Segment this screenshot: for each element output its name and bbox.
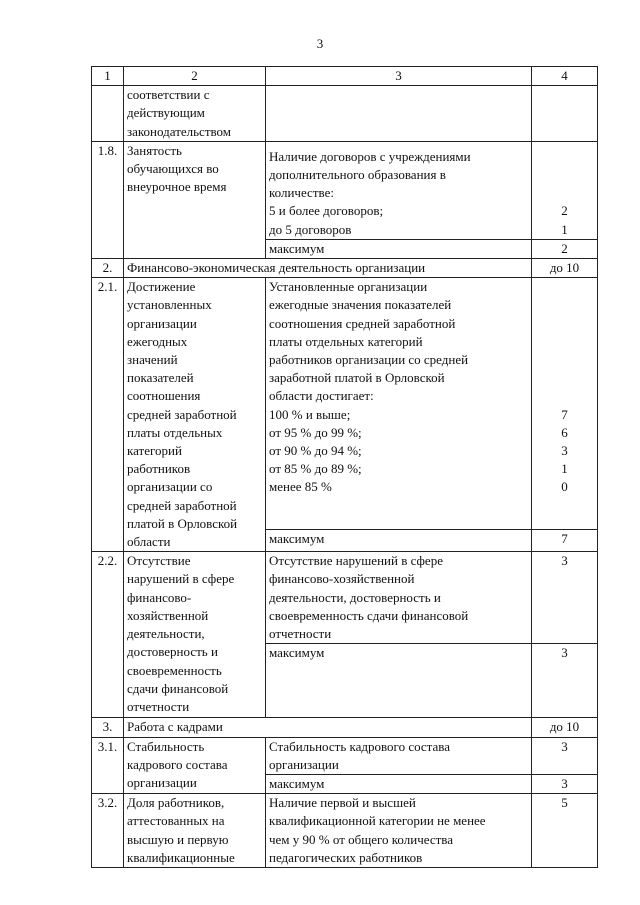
score-cell [532,278,598,530]
section-number-cell: 3. [92,718,124,737]
cell-line: финансово- [127,589,192,605]
row-number-cell: 2.1. [92,278,124,552]
section-score-cell: до 10 [532,718,598,737]
score-cell: 3 [532,737,598,774]
cell-line: своевременность сдачи финансовой [269,607,469,623]
score-value: 0 [561,479,568,495]
cell-line: до 5 договоров [269,221,352,237]
cell-line: работников организации со средней [269,352,469,368]
score-cell: 5 [532,794,598,868]
cell-line: квалификационной категории не менее [269,813,486,829]
header-cell: 4 [532,67,598,86]
cell-line: дополнительного образования в [269,167,446,183]
criterion-cell [124,278,266,552]
header-cell: 3 [266,67,532,86]
cell-line: сдачи финансовой [127,680,229,696]
cell-line: нарушений в сфере [127,571,235,587]
cell-line: от 90 % до 94 %; [269,443,362,459]
cell-line: действующим [127,105,205,121]
max-value-cell: 3 [532,774,598,793]
cell-line: Стабильность кадрового состава [269,738,451,754]
page-number: 3 [316,36,324,51]
max-value-cell: 3 [532,644,598,718]
cell-line: Наличие первой и высшей [269,795,416,811]
cell-line: Доля работников, [127,795,225,811]
cell-line: платы отдельных [127,424,223,440]
cell-line: высшую и первую [127,831,229,847]
cell-line: отчетности [127,698,190,714]
cell-line: деятельности, [127,626,205,642]
cell-line: категорий [127,443,182,459]
row-number-cell: 1.8. [92,141,124,258]
cell-line: педагогических работников [269,849,423,865]
score-value: 3 [561,442,568,458]
cell-line: платой в Орловской [127,515,238,531]
cell-line: количестве: [269,185,334,201]
row-number-cell: 2.2. [92,552,124,718]
cell-line: ежегодные значения показателей [269,297,452,313]
cell-line: средней заработной [127,406,237,422]
score-cell [532,141,598,239]
cell-line: квалификационные [127,849,235,865]
cell-line: внеурочное время [127,179,227,195]
cell-line: соответствии с [127,87,210,103]
row-number-cell [92,86,124,142]
table-row-continuation [92,86,598,142]
cell-line: хозяйственной [127,607,209,623]
cell-line: Занятость [127,142,182,158]
cell-line: кадрового состава [127,756,228,772]
cell-line: заработной платой в Орловской [269,370,445,386]
cell-line: чем у 90 % от общего количества [269,831,454,847]
cell-line: 100 % и выше; [269,406,351,422]
score-value: 1 [561,461,568,477]
header-cell: 2 [124,67,266,86]
cell-line: от 95 % до 99 %; [269,424,362,440]
indicator-cell [266,794,532,868]
cell-line: финансово-хозяйственной [269,571,415,587]
cell-line: своевременность [127,662,222,678]
indicator-cell [266,86,532,142]
section-row-3 [92,718,598,737]
cell-line: законодательством [127,123,232,139]
score-value: 7 [561,406,568,422]
cell-line: Стабильность [127,738,205,754]
cell-line: Отсутствие [127,553,191,569]
cell-line: области [127,534,171,550]
score-cell: 3 [532,552,598,644]
criteria-table [91,66,598,868]
score-value: 6 [561,424,568,440]
max-value-cell: 7 [532,530,598,552]
max-label-cell: максимум [266,774,532,793]
cell-line: работников [127,461,191,477]
section-title-cell: Финансово-экономическая деятельность организации [124,259,532,278]
cell-line: показателей [127,370,194,386]
indicator-cell [266,552,532,644]
table-row-3-2 [92,794,598,868]
cell-line: обучающихся во [127,161,219,177]
table-row-1-8 [92,141,598,239]
max-label-cell: максимум [266,239,532,258]
max-label-cell: максимум [266,644,532,718]
cell-line: платы отдельных категорий [269,333,423,349]
score-value: 1 [561,221,568,237]
score-cell [532,86,598,142]
criterion-cell [124,552,266,718]
criterion-cell [124,141,266,258]
criterion-cell [124,794,266,868]
criterion-cell [124,86,266,142]
cell-line: Отсутствие нарушений в сфере [269,553,443,569]
cell-line: менее 85 % [269,479,332,495]
indicator-cell [266,278,532,530]
section-number-cell: 2. [92,259,124,278]
section-score-cell: до 10 [532,259,598,278]
row-number-cell: 3.1. [92,737,124,794]
table-header-row [92,67,598,86]
cell-line: организации [269,756,339,772]
cell-line: отчетности [269,626,332,642]
cell-line: значений [127,352,178,368]
cell-line: соотношения средней заработной [269,315,456,331]
indicator-cell [266,737,532,774]
cell-line: Наличие договоров с учреждениями [269,148,471,164]
indicator-cell [266,141,532,239]
cell-line: средней заработной [127,497,237,513]
cell-line: аттестованных на [127,813,225,829]
cell-line: установленных [127,297,212,313]
score-value: 2 [561,203,568,219]
cell-line: Установленные организации [269,279,428,295]
max-value-cell: 2 [532,239,598,258]
criterion-cell [124,737,266,794]
table-row-3-1 [92,737,598,774]
row-number-cell: 3.2. [92,794,124,868]
header-cell: 1 [92,67,124,86]
section-row-2 [92,259,598,278]
cell-line: Достижение [127,279,196,295]
cell-line: 5 и более договоров; [269,203,384,219]
cell-line: деятельности, достоверность и [269,589,441,605]
cell-line: достоверность и [127,644,218,660]
max-label-cell: максимум [266,530,532,552]
cell-line: соотношения [127,388,201,404]
cell-line: организации [127,315,197,331]
cell-line: области достигает: [269,388,374,404]
cell-line: организации со [127,479,213,495]
section-title-cell: Работа с кадрами [124,718,532,737]
cell-line: от 85 % до 89 %; [269,461,362,477]
table-row-2-1 [92,278,598,530]
table-row-2-2 [92,552,598,644]
cell-line: организации [127,774,197,790]
cell-line: ежегодных [127,333,188,349]
